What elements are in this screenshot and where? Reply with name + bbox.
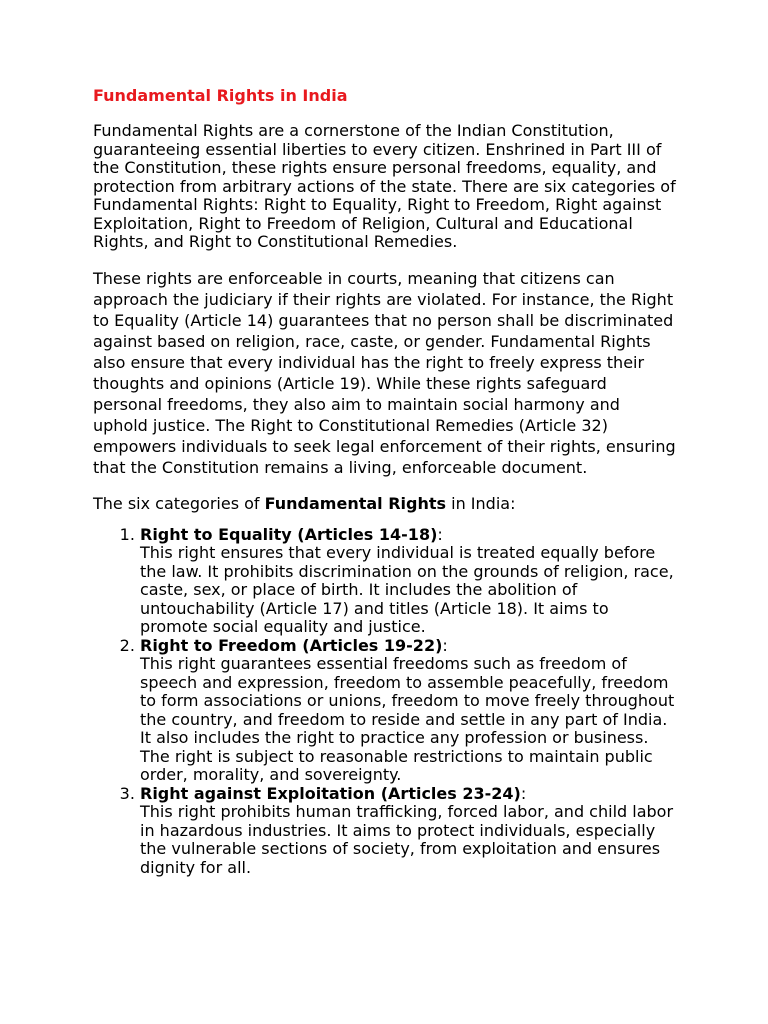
list-intro	[93, 494, 678, 514]
right-description: This right ensures that every individual is treated equally before the law. It prohibits discrimination on the grounds of religion, race, caste, sex, or place of birth. It includes the abolition of untouchability (Article 17) and titles (Article 18). It aims to promote social equality and justice.	[140, 543, 674, 636]
list-item	[140, 637, 678, 785]
right-heading: Right to Equality (Articles 14-18)	[140, 524, 438, 544]
right-heading: Right against Exploitation (Articles 23-24)	[140, 783, 521, 803]
enforceability-paragraph: These rights are enforceable in courts, meaning that citizens can approach the judiciary if their rights are violated. For instance, the Right to Equality (Article 14) guarantees that no person shall be discriminated against based on religion, race, caste, or gender. Fundamental Rights also ensure that every individual has the right to freely express their thoughts and opinions (Article 19). While these rights safeguard personal freedoms, they also aim to maintain social harmony and uphold justice. The Right to Constitutional Remedies (Article 32) empowers individuals to seek legal enforcement of their rights, ensuring that the Constitution remains a living, enforceable document.	[93, 268, 676, 477]
list-intro-before: The six categories of	[93, 493, 265, 513]
right-heading-suffix: :	[520, 783, 527, 803]
right-heading: Right to Freedom (Articles 19-22)	[140, 635, 443, 655]
rights-list	[93, 526, 678, 878]
right-description: This right prohibits human trafficking, forced labor, and child labor in hazardous industries. It aims to protect individuals, especially the vulnerable sections of society, from exploitation and ensures dignity for all.	[140, 802, 674, 877]
list-intro-after: in India:	[446, 493, 516, 513]
document-title: Fundamental Rights in India	[93, 86, 348, 105]
list-item	[140, 785, 678, 878]
right-heading-suffix: :	[437, 524, 443, 544]
right-heading-suffix: :	[442, 635, 448, 655]
intro-paragraph: Fundamental Rights are a cornerstone of the Indian Constitution, guaranteeing essential liberties to every citizen. Enshrined in Part III of the Constitution, these rights ensure personal freedoms, equality, and protection from arbitrary actions of the state. There are six categories of Fundamental Rights: Right to Equality, Right to Freedom, Right against Exploitation, Right to Freedom of Religion, Cultural and Educational Rights, and Right to Constitutional Remedies.	[93, 121, 676, 251]
list-item	[140, 526, 678, 637]
right-description: This right guarantees essential freedoms such as freedom of speech and expression, freedom to assemble peacefully, freedom to form associations or unions, freedom to move freely throughout the country, and freedom to reside and settle in any part of India. It also includes the right to practice any profession or business. The right is subject to reasonable restrictions to maintain public order, morality, and sovereignty.	[140, 654, 675, 784]
list-intro-bold: Fundamental Rights	[264, 493, 447, 513]
